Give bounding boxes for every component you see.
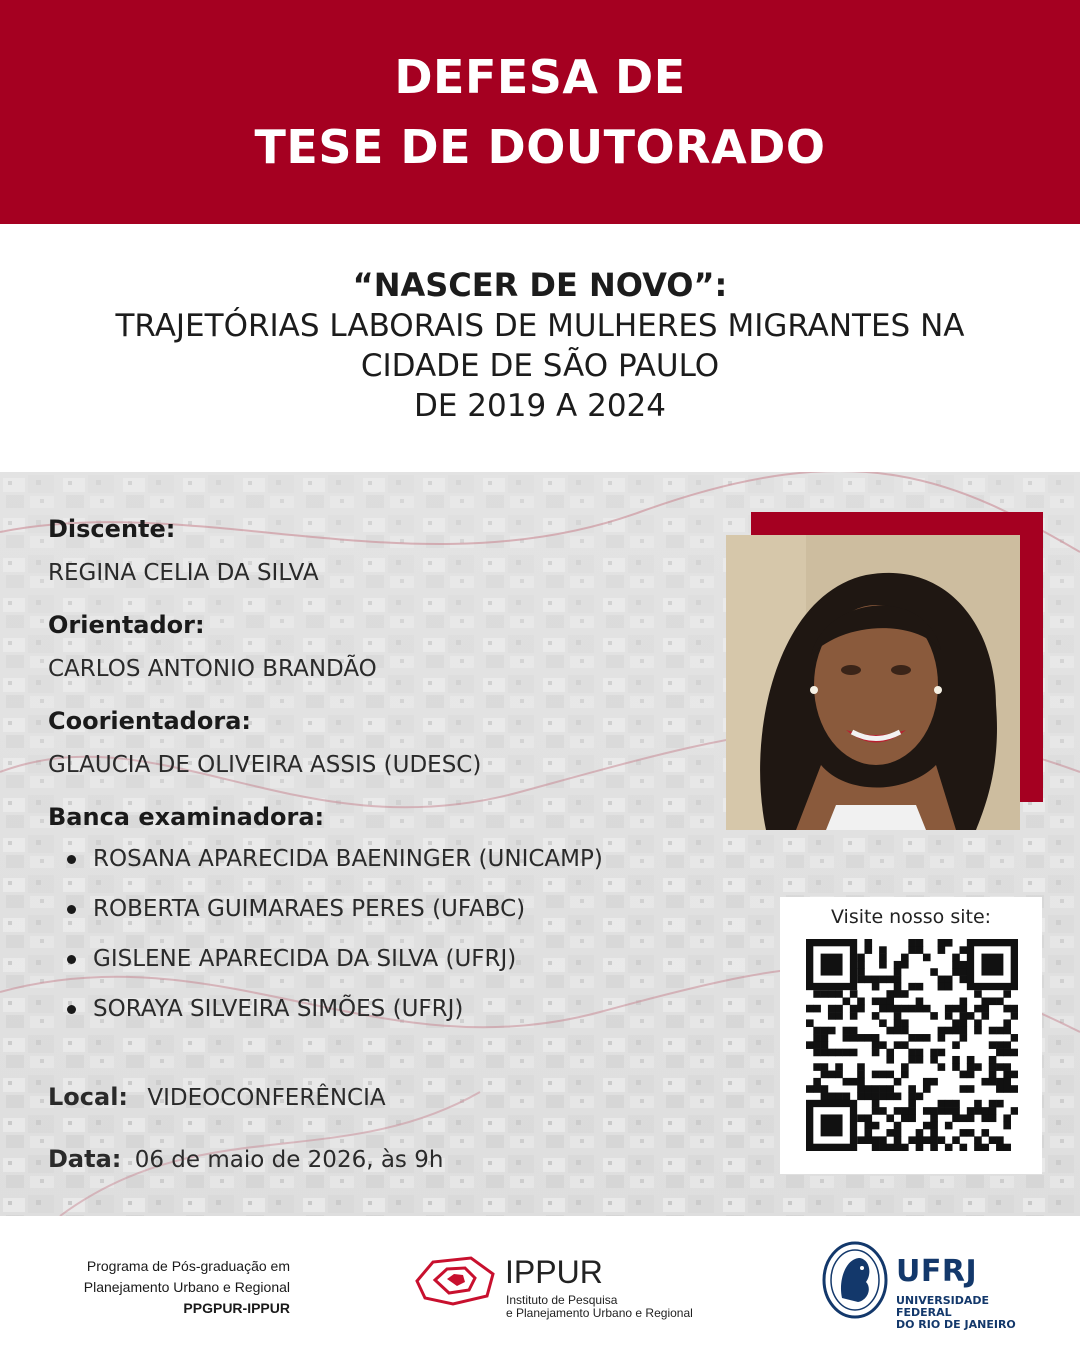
coorientadora-label: Coorientadora: <box>48 707 251 735</box>
banca-member: SORAYA SILVEIRA SIMÕES (UFRJ) <box>93 996 464 1022</box>
qr-code-icon[interactable] <box>806 939 1018 1151</box>
discente-label: Discente: <box>48 515 176 543</box>
ippur-logo <box>413 1252 703 1322</box>
ippur-desc <box>506 1294 693 1320</box>
footer <box>0 1216 1080 1350</box>
banca-list <box>48 842 728 1026</box>
details-panel <box>0 472 1080 1216</box>
thesis-quote: “NASCER DE NOVO”: <box>352 266 728 304</box>
local-row <box>48 1080 386 1115</box>
data-row <box>48 1142 443 1177</box>
data-value: 06 de maio de 2026, às 9h <box>134 1147 444 1173</box>
banca-member: GISLENE APARECIDA DA SILVA (UFRJ) <box>93 946 517 972</box>
header-banner <box>0 0 1080 224</box>
header-title-line-1: DEFESA DE <box>394 50 686 104</box>
local-value: VIDEOCONFERÊNCIA <box>147 1085 386 1111</box>
ufrj-desc-line-2: DO RIO DE JANEIRO <box>896 1318 1016 1331</box>
list-item <box>48 942 728 976</box>
header-title-line-2: TESE DE DOUTORADO <box>254 120 826 174</box>
thesis-subtitle-line-1: TRAJETÓRIAS LABORAIS DE MULHERES MIGRANTES NA <box>115 308 965 344</box>
ppg-line-2: Planejamento Urbano e Regional <box>83 1279 290 1295</box>
orientador-value: CARLOS ANTONIO BRANDÃO <box>48 656 377 682</box>
ppg-line-3: PPGPUR-IPPUR <box>183 1300 290 1316</box>
list-item <box>48 892 728 926</box>
local-label: Local: <box>48 1083 129 1111</box>
banca-member: ROSANA APARECIDA BAENINGER (UNICAMP) <box>93 846 603 872</box>
banca-member: ROBERTA GUIMARAES PERES (UFABC) <box>93 896 526 922</box>
ppg-line-1: Programa de Pós-graduação em <box>86 1258 290 1274</box>
ippur-desc-line-2: e Planejamento Urbano e Regional <box>506 1306 693 1320</box>
list-item <box>48 992 728 1026</box>
orientador-label: Orientador: <box>48 611 205 639</box>
thesis-subtitle-line-3: DE 2019 A 2024 <box>413 388 666 424</box>
coorientadora-value: GLAUCIA DE OLIVEIRA ASSIS (UDESC) <box>48 752 482 778</box>
ufrj-seal-icon <box>822 1240 888 1320</box>
ippur-desc-line-1: Instituto de Pesquisa <box>506 1293 618 1307</box>
bullet-icon <box>67 1005 76 1014</box>
ippur-logo-icon <box>413 1256 497 1306</box>
thesis-title <box>0 224 1080 472</box>
qr-card[interactable] <box>780 897 1042 1174</box>
list-item <box>48 842 728 876</box>
discente-photo <box>726 535 1020 830</box>
bullet-icon <box>67 905 76 914</box>
bullet-icon <box>67 855 76 864</box>
details-list <box>48 512 728 1042</box>
ippur-name: IPPUR <box>505 1254 603 1290</box>
ufrj-logo <box>822 1240 1032 1331</box>
ufrj-desc-line-1: UNIVERSIDADE FEDERAL <box>896 1294 990 1319</box>
ufrj-name: UFRJ <box>896 1254 978 1289</box>
bullet-icon <box>67 955 76 964</box>
discente-value: REGINA CELIA DA SILVA <box>48 560 319 586</box>
banca-label: Banca examinadora: <box>48 803 325 831</box>
qr-caption: Visite nosso site: <box>830 906 992 928</box>
data-label: Data: <box>48 1145 122 1173</box>
ppgpur-credit <box>84 1256 290 1319</box>
thesis-subtitle-line-2: CIDADE DE SÃO PAULO <box>360 348 720 384</box>
ufrj-desc <box>896 1295 1032 1331</box>
portrait-illustration <box>726 535 1020 830</box>
